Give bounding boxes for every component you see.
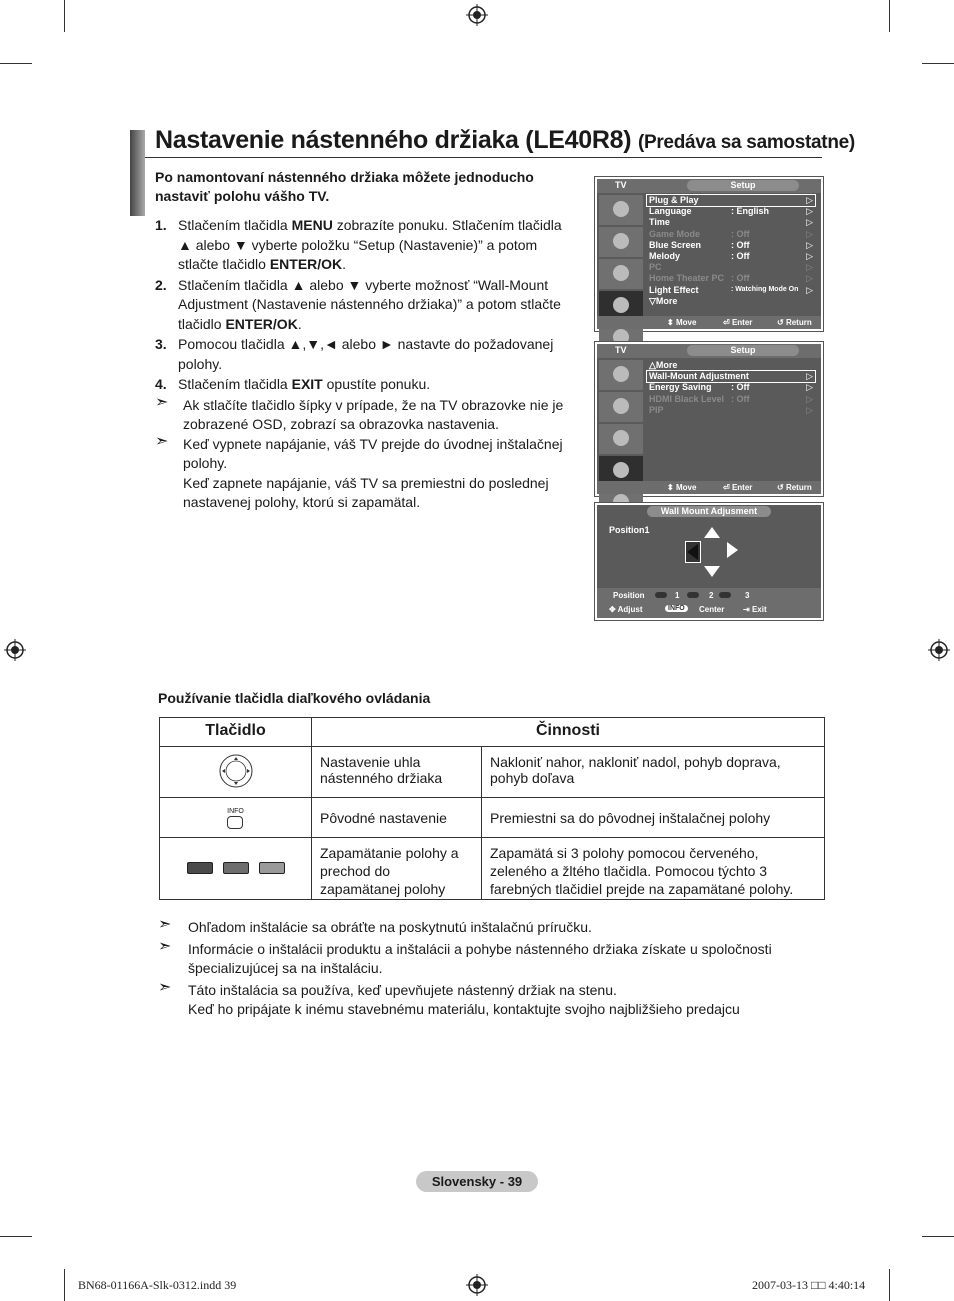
step-text: Stlačením tlačidla bbox=[178, 217, 292, 233]
note-text: Táto inštalácia sa používa, keď upevňujete nástenný držiak na stenu. bbox=[188, 982, 617, 998]
note-text: Informácie o inštalácii produktu a inštalácii a pohybe nástenného držiaka získate u spoločnosti špecializujúcej sa na inštaláciu. bbox=[188, 941, 772, 976]
crop-mark bbox=[64, 1269, 65, 1301]
step-number: 4. bbox=[155, 376, 167, 392]
osd-return-hint: ↺ Return bbox=[777, 483, 812, 492]
picture-icon bbox=[599, 360, 643, 390]
header-action: Činnosti bbox=[312, 718, 825, 747]
title-rule bbox=[145, 157, 822, 158]
submenu-arrow-icon: ▷ bbox=[806, 404, 813, 415]
note-text: Ohľadom inštalácie sa obráťte na poskytnutú inštalačnú príručku. bbox=[188, 919, 592, 935]
osd-menu-item[interactable] bbox=[647, 262, 815, 273]
osd-enter-hint: ⏎ Enter bbox=[723, 483, 753, 492]
registration-mark-icon bbox=[4, 639, 26, 661]
osd-menu-item[interactable] bbox=[647, 371, 815, 382]
osd-move-hint: ⬍ Move bbox=[667, 318, 697, 327]
description-cell: Zapamätá si 3 polohy pomocou červeného, zeleného a žltého tlačidla. Pomocou týchto 3 farebných tlačidiel prejde na zapamätané polohy. bbox=[482, 838, 825, 900]
step-key: EXIT bbox=[291, 376, 323, 392]
osd-return-hint: ↺ Return bbox=[777, 318, 812, 327]
note-item bbox=[158, 940, 818, 978]
button-cell bbox=[160, 838, 312, 900]
osd-item-label: Light Effect bbox=[649, 284, 699, 295]
osd-menu-item[interactable] bbox=[647, 273, 815, 284]
osd-menu-item[interactable] bbox=[647, 229, 815, 240]
osd-item-label: △More bbox=[649, 360, 678, 370]
date-slug: 2007-03-13 □□ 4:40:14 bbox=[752, 1278, 866, 1292]
table-caption: Používanie tlačidla diaľkového ovládania bbox=[158, 690, 431, 706]
table-row bbox=[160, 747, 825, 798]
intro-text: Po namontovaní nástenného držiaka môžete jednoducho nastaviť polohu vášho TV. bbox=[155, 169, 534, 204]
osd-menu-item[interactable] bbox=[647, 382, 815, 393]
osd-item-label: PC bbox=[649, 262, 662, 273]
yellow-button-icon bbox=[259, 862, 285, 874]
osd-enter-hint: ⏎ Enter bbox=[723, 318, 753, 327]
note-text: Keď vypnete napájanie, váš TV prejde do úvodnej inštalačnej polohy. bbox=[183, 435, 563, 471]
dpad-icon bbox=[218, 753, 254, 789]
button-cell bbox=[160, 747, 312, 798]
submenu-arrow-icon: ▷ bbox=[806, 206, 813, 217]
osd-tv-label: TV bbox=[615, 180, 627, 190]
channel-icon bbox=[599, 259, 643, 289]
step-text: Stlačením tlačidla ▲ alebo ▼ vyberte možnosť “Wall-Mount Adjustment (Nastavenie nástenného držiaka)” a potom stlačte tlačidlo bbox=[178, 276, 561, 332]
registration-mark-icon bbox=[928, 639, 950, 661]
step-text: Pomocou tlačidla ▲,▼,◄ alebo ► nastavte do požadovanej polohy. bbox=[178, 336, 554, 372]
osd-menu-list bbox=[647, 360, 815, 416]
step-text: opustíte ponuku. bbox=[322, 376, 431, 392]
osd-item-value: : Off bbox=[731, 250, 750, 261]
title-subtitle: (Predáva sa samostatne) bbox=[637, 132, 855, 153]
note-item bbox=[158, 918, 818, 937]
submenu-arrow-icon: ▷ bbox=[806, 273, 813, 284]
position-3: 3 bbox=[745, 591, 750, 600]
center-hint: Center bbox=[699, 605, 725, 614]
page-title bbox=[155, 126, 855, 155]
osd-item-label: Melody bbox=[649, 250, 681, 261]
sound-icon bbox=[599, 392, 643, 422]
step-key: ENTER/OK bbox=[225, 315, 298, 332]
submenu-arrow-icon: ▷ bbox=[806, 250, 813, 261]
function-cell: Pôvodné nastavenie bbox=[312, 798, 482, 838]
osd-item-value: : Watching Mode On bbox=[731, 285, 799, 293]
osd-item-value: : Off bbox=[731, 393, 750, 404]
arrow-right-icon bbox=[727, 542, 738, 558]
osd-menu-item[interactable] bbox=[647, 251, 815, 262]
step-number: 2. bbox=[155, 276, 167, 293]
osd-menu-item[interactable] bbox=[647, 360, 815, 371]
position-2: 2 bbox=[709, 591, 714, 600]
submenu-arrow-icon: ▷ bbox=[806, 217, 813, 228]
bottom-notes bbox=[158, 918, 818, 1022]
step-text: Stlačením tlačidla bbox=[178, 376, 292, 392]
osd-item-value: : Off bbox=[731, 382, 750, 393]
osd-menu-item[interactable] bbox=[647, 240, 815, 251]
green-button-icon bbox=[687, 592, 699, 598]
note-arrow-icon: ➣ bbox=[158, 916, 172, 933]
green-button-icon bbox=[223, 862, 249, 874]
osd-menu-item[interactable] bbox=[647, 195, 815, 206]
step-item bbox=[155, 375, 575, 395]
info-button-icon: INFO bbox=[665, 605, 688, 612]
description-cell: Nakloniť nahor, nakloniť nadol, pohyb doprava, pohyb doľava bbox=[482, 747, 825, 798]
osd-item-label: Home Theater PC bbox=[649, 273, 725, 284]
crop-mark bbox=[922, 1236, 954, 1237]
osd-header bbox=[597, 179, 821, 193]
wall-mount-footer bbox=[597, 588, 821, 618]
crop-mark bbox=[0, 1236, 32, 1237]
info-button-icon bbox=[227, 804, 244, 829]
position-label: Position bbox=[613, 591, 645, 600]
osd-menu-list bbox=[647, 195, 815, 307]
osd-item-label: ▽More bbox=[649, 295, 678, 306]
osd-item-label: Energy Saving bbox=[649, 382, 712, 393]
red-button-icon bbox=[655, 592, 667, 598]
wall-mount-title: Wall Mount Adjusment bbox=[647, 506, 771, 517]
osd-item-label: Language bbox=[649, 206, 692, 217]
osd-tv-label: TV bbox=[615, 345, 627, 355]
submenu-arrow-icon: ▷ bbox=[806, 239, 813, 250]
step-key: MENU bbox=[291, 217, 333, 233]
osd-menu-item[interactable] bbox=[647, 285, 815, 296]
instruction-steps bbox=[155, 216, 575, 513]
osd-menu-item[interactable] bbox=[647, 217, 815, 228]
crop-mark bbox=[889, 0, 890, 32]
note-arrow-icon: ➣ bbox=[158, 979, 172, 996]
function-cell: Nastavenie uhla nástenného držiaka bbox=[312, 747, 482, 798]
table-header-row bbox=[160, 718, 825, 747]
exit-hint: ⇥ Exit bbox=[743, 605, 767, 614]
position1-label: Position1 bbox=[609, 525, 650, 535]
crop-mark bbox=[0, 63, 32, 64]
heading-side-bar bbox=[130, 130, 145, 216]
osd-item-label: Game Mode bbox=[649, 228, 701, 239]
arrow-down-icon bbox=[704, 566, 720, 577]
channel-icon bbox=[599, 424, 643, 454]
file-slug: BN68-01166A-Slk-0312.indd 39 bbox=[78, 1278, 237, 1292]
remote-button-table bbox=[159, 717, 825, 900]
crop-mark bbox=[922, 63, 954, 64]
arrow-left-selected-box bbox=[685, 541, 701, 563]
osd-item-label: Plug & Play bbox=[649, 195, 699, 205]
note-arrow-icon: ➣ bbox=[155, 393, 169, 411]
osd-setup-menu-1 bbox=[594, 176, 824, 332]
table-row bbox=[160, 798, 825, 838]
note-arrow-icon: ➣ bbox=[158, 938, 172, 955]
note-item bbox=[158, 981, 818, 1019]
osd-item-value: : English bbox=[731, 206, 769, 217]
info-button-label: INFO bbox=[227, 807, 244, 815]
step-item bbox=[155, 335, 575, 374]
function-cell: Zapamätanie polohy a prechod do zapamätanej polohy bbox=[312, 838, 482, 900]
submenu-arrow-icon: ▷ bbox=[806, 393, 813, 404]
arrow-up-icon bbox=[704, 527, 720, 538]
submenu-arrow-icon: ▷ bbox=[806, 262, 813, 273]
osd-icon-column bbox=[599, 195, 643, 313]
description-cell: Premiestni sa do pôvodnej inštalačnej polohy bbox=[482, 798, 825, 838]
note-text: Ak stlačíte tlačidlo šípky v prípade, že na TV obrazovke nie je zobrazené OSD, zobrazí sa obrazovka nastavenia. bbox=[183, 396, 564, 432]
header-button: Tlačidlo bbox=[160, 718, 312, 747]
osd-item-label: Wall-Mount Adjustment bbox=[649, 371, 749, 382]
submenu-arrow-icon: ▷ bbox=[806, 195, 813, 205]
osd-menu-item[interactable] bbox=[647, 405, 815, 416]
submenu-arrow-icon: ▷ bbox=[806, 284, 813, 295]
crop-mark bbox=[889, 1269, 890, 1301]
arrow-left-icon bbox=[687, 544, 698, 560]
note-item bbox=[155, 393, 575, 435]
picture-icon bbox=[599, 195, 643, 225]
step-item bbox=[155, 216, 575, 275]
step-number: 3. bbox=[155, 336, 167, 352]
osd-header bbox=[597, 344, 821, 358]
osd-move-hint: ⬍ Move bbox=[667, 483, 697, 492]
adjust-hint: ✥ Adjust bbox=[609, 605, 643, 614]
registration-mark-icon bbox=[466, 4, 488, 26]
osd-footer bbox=[597, 481, 821, 494]
yellow-button-icon bbox=[719, 592, 731, 598]
osd-item-value: : Off bbox=[731, 273, 750, 284]
osd-footer bbox=[597, 316, 821, 329]
osd-wall-mount-adjustment bbox=[594, 502, 824, 621]
osd-menu-item[interactable] bbox=[647, 206, 815, 217]
crop-mark bbox=[64, 0, 65, 32]
osd-item-value: : Off bbox=[731, 239, 750, 250]
osd-item-label: Time bbox=[649, 217, 670, 228]
title-text: Nastavenie nástenného držiaka (LE40R8) bbox=[155, 126, 632, 154]
osd-tab-setup: Setup bbox=[687, 180, 799, 191]
step-item bbox=[155, 276, 575, 335]
step-text: . bbox=[342, 256, 347, 272]
osd-menu-item[interactable] bbox=[647, 394, 815, 405]
osd-item-value: : Off bbox=[731, 228, 750, 239]
table-row bbox=[160, 838, 825, 900]
note-text: Keď zapnete napájanie, váš TV sa premiestni do poslednej nastavenej polohy, ktorú si zapamätal. bbox=[183, 474, 549, 510]
submenu-arrow-icon: ▷ bbox=[806, 371, 813, 382]
osd-icon-column bbox=[599, 360, 643, 478]
registration-mark-icon bbox=[466, 1274, 488, 1296]
osd-tab-setup: Setup bbox=[687, 345, 799, 356]
submenu-arrow-icon: ▷ bbox=[806, 382, 813, 393]
note-item bbox=[155, 432, 575, 513]
osd-item-label: Blue Screen bbox=[649, 239, 702, 250]
osd-header bbox=[597, 505, 821, 519]
note-text: Keď ho pripájate k inému stavebnému materiálu, kontaktujte svojho najbližšieho predajcu bbox=[188, 1001, 740, 1017]
note-arrow-icon: ➣ bbox=[155, 432, 169, 450]
osd-menu-item[interactable] bbox=[647, 296, 815, 307]
osd-item-label: HDMI Black Level bbox=[649, 393, 725, 404]
step-text: . bbox=[297, 315, 302, 332]
step-key: ENTER/OK bbox=[269, 256, 343, 272]
page-number-badge: Slovensky - 39 bbox=[416, 1171, 538, 1192]
sound-icon bbox=[599, 227, 643, 257]
osd-item-label: PIP bbox=[649, 404, 664, 415]
red-button-icon bbox=[187, 862, 213, 874]
step-text: zobrazíte ponuku. Stlačením tlačidla ▲ alebo ▼ vyberte položku “Setup (Nastavenie)” a potom stlačte tlačidlo bbox=[178, 217, 562, 272]
step-number: 1. bbox=[155, 217, 167, 233]
position-1: 1 bbox=[675, 591, 680, 600]
button-cell bbox=[160, 798, 312, 838]
submenu-arrow-icon: ▷ bbox=[806, 228, 813, 239]
osd-setup-menu-2 bbox=[594, 341, 824, 497]
